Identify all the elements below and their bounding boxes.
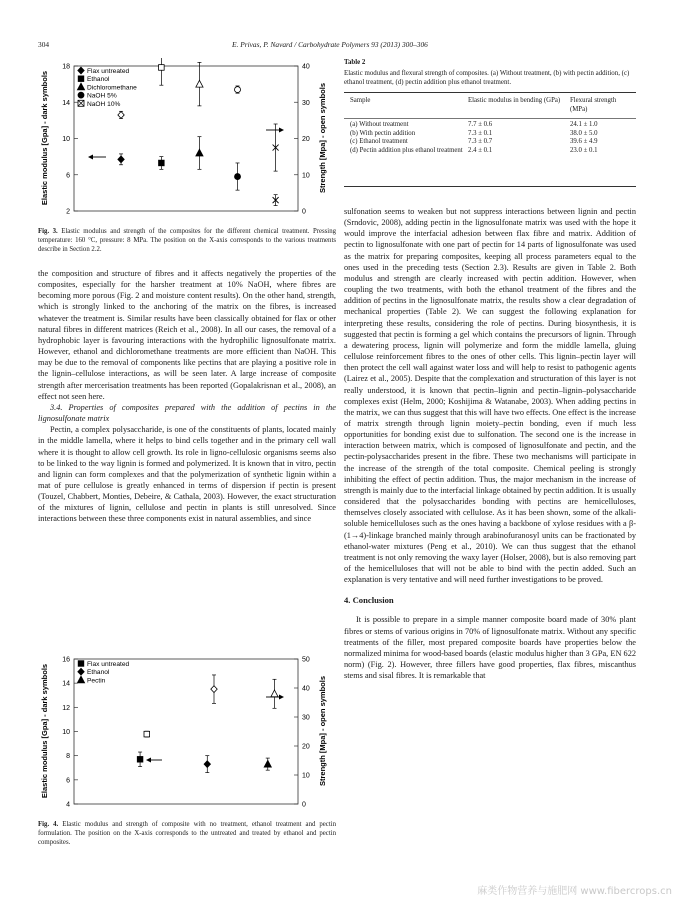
left-tick-label: 16	[62, 656, 70, 664]
right-column	[344, 206, 636, 681]
table-cell: 7.3 ± 0.7	[468, 138, 493, 146]
right-paragraph-2: It is possible to prepare in a simple manner composite board made of 30% plant fibres or stems of various origins in 70% of lignosulfonate matrix. Without any specific treatments of the filler, most prepared composite boards have properties below the normalized minima for wood-based boards (elastic modulus higher than 3 GPa, EN 622 norm) (Fig. 2). However, three fillers have good properties, flax fibres, miscanthus stems and sisal fibres. It is remarkable that	[344, 615, 636, 681]
right-tick-label: 20	[302, 743, 310, 751]
watermark: 麻类作物营养与施肥网 www.fibercrops.cn	[477, 886, 672, 897]
fig3-caption	[38, 227, 336, 254]
modulus-point	[264, 760, 271, 767]
strength-point	[235, 87, 241, 93]
legend-marker	[78, 92, 84, 98]
modulus-point	[235, 174, 241, 180]
right-tick-label: 20	[302, 136, 310, 143]
legend-marker	[77, 83, 84, 90]
strength-point	[271, 690, 278, 697]
strength-point	[159, 65, 165, 71]
fig3-arrows	[88, 128, 284, 160]
table-cell: 7.7 ± 0.6	[468, 121, 493, 129]
legend-label: NaOH 10%	[87, 100, 121, 108]
section-3-4-title: 3.4. Properties of composites prepared with the addition of pectins in the lignosulfonate matrix	[38, 402, 336, 424]
strength-point	[144, 731, 150, 737]
left-paragraph-2: Pectin, a complex polysaccharide, is one of the constituents of plants, located mainly in the middle lamella, where it helps to bind cells together and in the primary cell wall where it is thought to allow cell growth. Its role in ligno-cellulosic organisms seems also to be linked to the way lignin is formed and polymerized. It is known that in vitro, pectin and lignin can form complexes and that the polymerization of synthetic lignin within a mat of pure cellulose is greatly enhanced in terms of dispersion if pectin is present (Touzel, Chabbert, Monties, Debeire, & Cathala, 2003). However, the exact structuration of the mixtures of lignin, cellulose and pectin in plants is still unresolved. Since interactions between these three components exist in natural assemblies, and since	[38, 425, 336, 524]
figure-4-chart	[38, 651, 336, 813]
table2-caption: Elastic modulus and flexural strength of composites. (a) Without treatment, (b) with pectin addition, (c) ethanol treatment, (d) pectin addition plus ethanol treatment.	[344, 70, 630, 86]
fig3-caption-text: Elastic modulus and strength of the composites for the different chemical treatment. Pressing temperature: 160 °C, pressure: 8 MPa. The position on the X-axis corresponds to the various treatments describe in Section 2.2.	[38, 228, 336, 253]
left-tick-label: 10	[62, 729, 70, 736]
legend-marker	[78, 668, 84, 675]
table-cell: 38.0 ± 5.0	[570, 129, 598, 137]
legend-marker	[78, 76, 84, 82]
legend-label: Ethanol	[87, 669, 110, 677]
table2-header-strength: Flexural strength (MPa)	[570, 97, 617, 113]
fig4-legend	[77, 661, 129, 685]
table2-top-rule	[344, 92, 636, 93]
conclusion-heading: 4. Conclusion	[344, 595, 394, 606]
table-row	[350, 130, 632, 139]
left-tick-label: 6	[66, 777, 70, 785]
table2-header-rule	[344, 118, 636, 119]
strength-point	[118, 112, 124, 119]
legend-marker	[78, 661, 84, 667]
fig4-left-axis-label: Elastic modulus [Gpa] - dark symbols	[40, 663, 49, 799]
left-tick-label: 14	[62, 99, 70, 107]
fig4-plot-border	[74, 659, 298, 804]
strength-point	[196, 80, 203, 87]
fig3-right-axis-label: Strength [Mpa] - open symbols	[318, 82, 327, 194]
table-row	[350, 121, 632, 130]
fig3-left-axis-label: Elastic modulus [Gpa] - dark symbols	[40, 70, 49, 206]
legend-label: Dichloromethane	[87, 84, 137, 92]
right-tick-label: 10	[302, 172, 310, 180]
table2-header-modulus: Elastic modulus in bending (GPa)	[468, 97, 561, 104]
strength-point	[211, 686, 217, 693]
table-cell: 23.0 ± 0.1	[570, 146, 598, 154]
fig4-caption-label: Fig. 4.	[38, 821, 59, 828]
left-tick-label: 8	[66, 753, 70, 761]
legend-label: Pectin	[87, 677, 106, 685]
running-title: E. Privas, P. Navard / Carbohydrate Polymers 93 (2013) 300–306	[232, 40, 428, 49]
table-cell: (d) Pectin addition plus ethanol treatment	[350, 146, 463, 154]
left-paragraph-1: the composition and structure of fibres and it affects negatively the properties of the composites, especially for the harsher treatment at 10% NaOH, where fibres are becoming more porous (Fig. 2 and moisture content results). On the other hand, strength, which is strongly linked to the anchoring of the matrix on the fibres, is increased whatever the treatment is. Similar results have been classically obtained for flax or other natural fibres in different matrices (Reich et al., 2008). In all our cases, the removal of a hydrophobic layer is favouring interactions with the hydrophilic lignosulfonate matrix. However, ethanol and dichloromethane treatments are more efficient than NaOH. This may be due to the removal of components like pectins that are playing a positive role in the lignin–cellulose interactions, as will be seen later. A large increase of composite strength after mercerisation treatments has been reported (Gopalakrisnan et al., 2008), an effect not seen here.	[38, 269, 336, 401]
table-cell: 24.1 ± 1.0	[570, 121, 598, 129]
table2-title: Table 2	[344, 59, 366, 66]
legend-marker	[78, 100, 84, 106]
legend-label: Ethanol	[87, 76, 110, 84]
left-tick-label: 12	[62, 704, 70, 712]
fig3-caption-label: Fig. 3.	[38, 228, 58, 235]
right-tick-label: 0	[302, 208, 306, 216]
modulus-point	[137, 756, 143, 762]
left-tick-label: 2	[66, 208, 70, 216]
modulus-point	[204, 761, 210, 768]
table-cell: 2.4 ± 0.1	[468, 146, 493, 154]
modulus-point	[118, 156, 124, 163]
fig4-caption-text: Elastic modulus and strength of composite with no treatment, ethanol treatment and pectin formulation. The position on the X-axis corresponds to the untreated and treated by ethanol and pectin composites.	[38, 821, 336, 846]
table-row	[350, 147, 632, 156]
right-tick-label: 40	[302, 685, 310, 693]
page-number: 304	[38, 40, 50, 49]
legend-marker	[77, 676, 84, 683]
table2-header-row	[350, 94, 632, 117]
right-tick-label: 40	[302, 63, 310, 71]
table2-bottom-rule	[344, 186, 636, 187]
table-cell: 7.3 ± 0.1	[468, 129, 493, 137]
fig3-marks	[118, 58, 279, 206]
fig4-arrows	[146, 695, 284, 763]
fig4-right-axis-label: Strength [Mpa] - open symbols	[318, 675, 327, 787]
right-tick-label: 10	[302, 772, 310, 780]
legend-label: Flax untreated	[87, 661, 130, 668]
left-tick-label: 14	[62, 680, 70, 688]
fig4-caption	[38, 820, 336, 847]
left-tick-label: 18	[62, 63, 70, 71]
left-column	[38, 268, 336, 525]
fig3-legend	[77, 67, 137, 108]
legend-label: NaOH 5%	[87, 92, 117, 100]
fig4-marks	[137, 675, 278, 773]
modulus-point	[159, 160, 165, 166]
table2	[350, 94, 632, 156]
legend-label: Flax untreated	[87, 68, 130, 75]
left-tick-label: 4	[66, 801, 70, 809]
table-cell: 39.6 ± 4.9	[570, 138, 598, 146]
left-tick-label: 10	[62, 136, 70, 143]
figure-3-chart	[38, 58, 336, 220]
right-tick-label: 0	[302, 801, 306, 809]
legend-marker	[78, 67, 84, 74]
modulus-point	[196, 149, 203, 156]
table-cell: (c) Ethanol treatment	[350, 138, 408, 146]
table-row	[350, 138, 632, 147]
table2-header-sample: Sample	[350, 97, 371, 104]
left-tick-label: 6	[66, 172, 70, 180]
right-tick-label: 50	[302, 656, 310, 664]
right-tick-label: 30	[302, 714, 310, 722]
right-tick-label: 30	[302, 99, 310, 107]
table-cell: (a) Without treatment	[350, 121, 409, 129]
table-cell: (b) With pectin addition	[350, 129, 416, 137]
right-paragraph-1: sulfonation seems to weaken but not suppress interactions between lignin and pectin (Srndovic, 2008), adding pectin in the lignosulfonate matrix was used with the hope it would improve the interfacial adhesion between flax fibre and matrix. Addition of pectin to lignosulfonate with one part of pectin for 14 parts of lignosulfonate was used as the matrix for preparing composites, keeping all process parameters equal to the ones used in the preceding tests (Section 2.3). Results are given in Table 2. Both modulus and strength are clearly increased with pectin addition. However, when coupling the two treatments, with both the ethanol treatment of the fibres and the addition of pectins in the lignosulfonate matrix, the results show a clear degradation of mechanical properties (Table 2). We can suggest the following explanation for interpreting these results, considering the role of pectins. During biosynthesis, it is suggested that pectin is forming a gel which contains the precursors of lignin. Through a dewatering process, lignin will polymerize and form the middle lamella, gluing cellulose reinforcement fibres to the ones of other cells. This lignin–pectin layer will then protect the cell wall against water loss and will help to resist to pathogenic agents (Lairez et al., 2005). Despite that the complexation and structuration of this layer is not really understood, it is known that pectin–lignin and pectin–lignin–polysaccharide complexes exist (Helm, 2000; Koshijima & Watanabe, 2003). When adding pectins in the matrix, we can thus suggest that this will have two effects. One effect is the increase of matrix strength through lignin moiety–pectin bonding, even if much less opportunities for bonding exist due to sulfonation. The second one is the increase in interaction between matrix, which is composed of lignosulfonate and pectin, and the pectin-polysaccharides present in the fibre. These two mechanisms will participate in the increase of the strength of the total composite. Chemical peeling is strongly inhibiting the effect of pectin addition. Thus, the major mechanism in the increase of strength is mainly due to the interfacial linkage obtained by pectin addition. It is usually considered that the polysaccharides bonding with pectins are hemicelluloses, themselves closely associated with cellulose. As it has been shown, some of the alkali-soluble hemicelluloses such as the ones having a backbone of xylose residues with a β-(1→4)-linkage branched mainly through arabinofuranosyl units can be fractionated by ethanol-water mixtures (Peng et al., 2010). We can thus suggest that the ethanol treatment is not only removing the waxy layer (Holser, 2008), but is also removing part of the hemicelluloses that will not be able to bind with the pectin added. Such an explanation is very tentative and will need further investigations to be proved.	[344, 207, 636, 585]
